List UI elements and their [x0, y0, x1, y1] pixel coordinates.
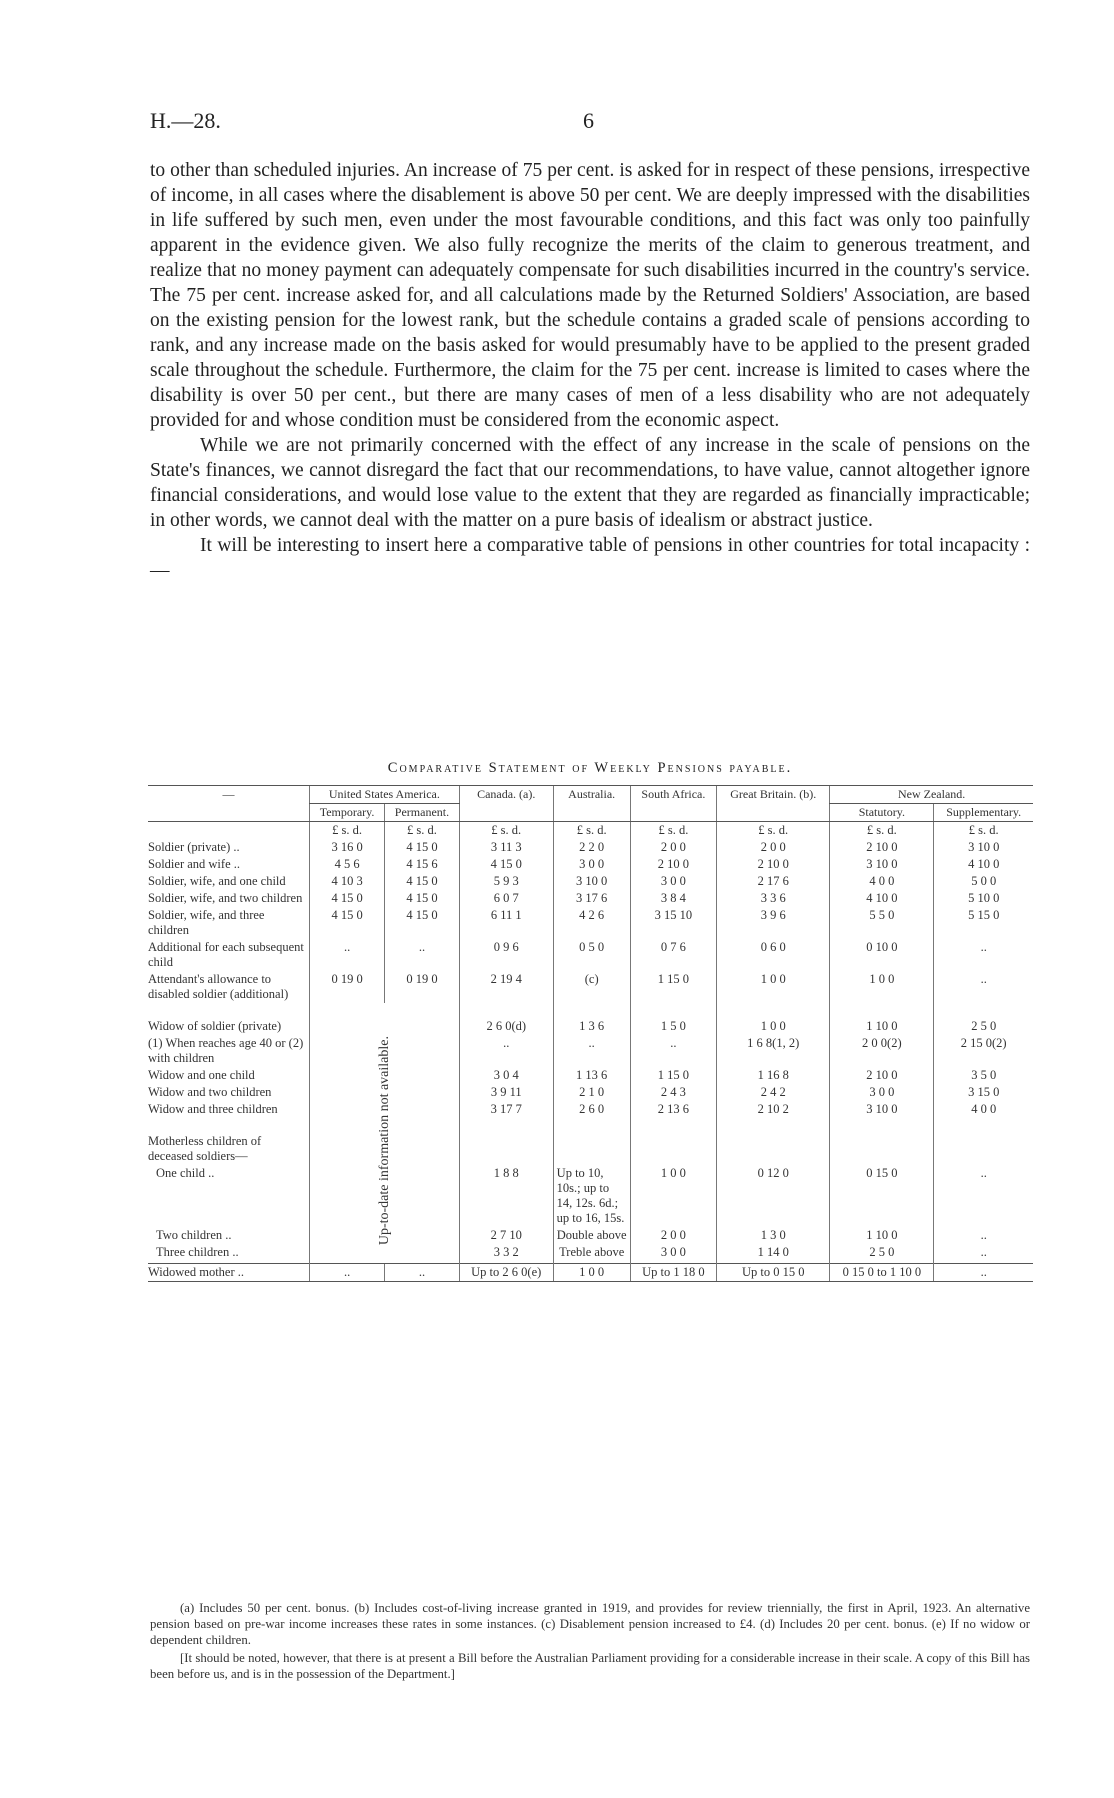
page-header — [150, 108, 964, 138]
table-cell: 0 15 0 to 1 10 0 — [830, 1264, 934, 1282]
table-cell: 3 0 4 — [459, 1067, 553, 1084]
table-cell: 2 0 0 — [717, 839, 830, 856]
table-cell: Up to 1 18 0 — [630, 1264, 716, 1282]
table-cell: 4 10 0 — [934, 856, 1033, 873]
table-cell: 1 15 0 — [630, 971, 716, 1003]
table-cell: 2 6 0 — [553, 1101, 630, 1118]
table-cell: Up to 2 6 0(e) — [459, 1264, 553, 1282]
table-cell: 2 10 0 — [830, 1067, 934, 1084]
table-cell: 2 17 6 — [717, 873, 830, 890]
page-number: 6 — [583, 108, 594, 133]
table-row — [148, 971, 1033, 1003]
table-cell: Up to 0 15 0 — [717, 1264, 830, 1282]
table-cell: 4 15 6 — [385, 856, 460, 873]
units-cell: £ s. d. — [553, 822, 630, 840]
table-cell: 3 10 0 — [553, 873, 630, 890]
table-cell: 2 0 0 — [630, 1227, 716, 1244]
table-cell: 2 15 0(2) — [934, 1035, 1033, 1067]
table-cell: .. — [934, 1227, 1033, 1244]
table-cell: 4 15 0 — [385, 839, 460, 856]
table-cell: 1 0 0 — [830, 971, 934, 1003]
table-cell: 2 6 0(d) — [459, 1003, 553, 1035]
units-cell: £ s. d. — [459, 822, 553, 840]
table-cell: 3 11 3 — [459, 839, 553, 856]
table-cell: Widowed mother .. — [148, 1264, 310, 1282]
table-cell: 2 1 0 — [553, 1084, 630, 1101]
table-cell: 0 7 6 — [630, 939, 716, 971]
table-cell: 1 3 6 — [553, 1003, 630, 1035]
table-cell: Soldier, wife, and two children — [148, 891, 303, 905]
table-cell: 1 6 8(1, 2) — [717, 1035, 830, 1067]
table-cell: 5 0 0 — [934, 873, 1033, 890]
table-cell: .. — [310, 1264, 385, 1282]
table-cell: 2 0 0(2) — [830, 1035, 934, 1067]
table-cell: .. — [934, 1244, 1033, 1261]
table-cell: 4 10 0 — [830, 890, 934, 907]
table-cell: Three children .. — [156, 1245, 239, 1259]
table-cell: .. — [310, 939, 385, 971]
table-cell: 5 10 0 — [934, 890, 1033, 907]
table-cell: 2 19 4 — [459, 971, 553, 1003]
table-cell: 2 10 2 — [717, 1101, 830, 1118]
units-cell: £ s. d. — [385, 822, 460, 840]
paragraph: It will be interesting to insert here a comparative table of pensions in other countries for total incapacity :— — [150, 535, 1030, 581]
australia-header: Australia. — [553, 786, 630, 822]
supplementary-header: Supplementary. — [934, 804, 1033, 822]
table-cell: Widow and one child — [148, 1068, 255, 1082]
table-cell: 2 5 0 — [830, 1244, 934, 1261]
table-cell: 2 2 0 — [553, 839, 630, 856]
table-cell: 2 10 0 — [830, 839, 934, 856]
table-cell: 3 3 2 — [459, 1244, 553, 1261]
unavailable-note: Up-to-date information not available. — [376, 1035, 392, 1246]
table-cell: .. — [934, 1264, 1033, 1282]
table-cell: 1 16 8 — [717, 1067, 830, 1084]
table-cell: .. — [934, 1165, 1033, 1227]
table-cell: 0 10 0 — [830, 939, 934, 971]
table-cell: 5 5 0 — [830, 907, 934, 939]
table-row — [148, 1227, 1033, 1244]
usa-header: United States America. — [310, 786, 460, 804]
table-cell: 3 17 6 — [553, 890, 630, 907]
south-africa-header: South Africa. — [630, 786, 716, 822]
table-cell: .. — [385, 1264, 460, 1282]
table-cell: 2 4 3 — [630, 1084, 716, 1101]
table-cell: Soldier and wife .. — [148, 857, 240, 871]
pensions-table — [148, 785, 1033, 1282]
table-cell: 2 7 10 — [459, 1227, 553, 1244]
units-cell: £ s. d. — [934, 822, 1033, 840]
table-row — [148, 873, 1033, 890]
table-cell: Soldier, wife, and three children — [148, 908, 265, 937]
table-row — [148, 890, 1033, 907]
document-reference: H.—28. — [150, 108, 221, 133]
paragraph: to other than scheduled injuries. An increase of 75 per cent. is asked for in respect of these pensions, irrespective of income, in all cases where the disablement is above 50 per cent. We are deeply impressed with the disabilities in life suffered by such men, even under the most favourable conditions, and this fact was only too painfully apparent in the evidence given. We also fully recognize the merits of the claim to generous treatment, and realize that no money payment can adequately compensate for such disabilities incurred in the country's service. The 75 per cent. increase asked for, and all calculations made by the Returned Soldiers' Association, are based on the existing pension for the lowest rank, but the schedule contains a graded scale of pensions according to rank, and any increase made on the basis asked for would presumably have to be applied to the present graded scale throughout the schedule. Furthermore, the claim for the 75 per cent. increase is limited to cases where the disability is over 50 per cent., but there are many cases of men of a less disability who are not adequately provided for and whose condition must be considered from the economic aspect. — [150, 160, 1030, 431]
table-cell: 3 16 0 — [310, 839, 385, 856]
table-cell: .. — [630, 1035, 716, 1067]
great-britain-header: Great Britain. (b). — [717, 786, 830, 822]
table-cell: 2 10 0 — [717, 856, 830, 873]
table-cell: Attendant's allowance to disabled soldier (additional) — [148, 972, 289, 1001]
table-cell: Soldier (private) .. — [148, 840, 240, 854]
table-cell: Treble above — [553, 1244, 630, 1261]
units-cell: £ s. d. — [310, 822, 385, 840]
table-cell: 1 3 0 — [717, 1227, 830, 1244]
footnote: (a) Includes 50 per cent. bonus. (b) Includes cost-of-living increase granted in 1919, and provides for review triennially, the first in April, 1923. An alternative pension based on pre-war income increases these rates in some instances. (c) Disablement pension increased to £4. (d) Includes 20 per cent. bonus. (e) If no widow or dependent children. — [150, 1601, 1030, 1647]
table-cell: 0 12 0 — [717, 1165, 830, 1227]
table-cell: Two children .. — [156, 1228, 232, 1242]
table-cell: Soldier, wife, and one child — [148, 874, 286, 888]
footnotes — [150, 1600, 1030, 1684]
table-row — [148, 1264, 1033, 1282]
table-cell: 6 0 7 — [459, 890, 553, 907]
table-cell: 4 2 6 — [553, 907, 630, 939]
table-row — [148, 1084, 1033, 1101]
body-text — [150, 158, 1030, 583]
table-cell: 4 0 0 — [934, 1101, 1033, 1118]
table-cell: 4 15 0 — [310, 907, 385, 939]
table-cell: 4 5 6 — [310, 856, 385, 873]
table-cell: .. — [934, 939, 1033, 971]
table-cell: 3 10 0 — [934, 839, 1033, 856]
temporary-header: Temporary. — [310, 804, 385, 822]
table-cell: 1 0 0 — [553, 1264, 630, 1282]
table-cell: 3 15 10 — [630, 907, 716, 939]
table-cell: 1 14 0 — [717, 1244, 830, 1261]
table-cell: 0 6 0 — [717, 939, 830, 971]
table-cell: 1 0 0 — [630, 1165, 716, 1227]
table-cell: 4 15 0 — [385, 873, 460, 890]
table-cell: 2 4 2 — [717, 1084, 830, 1101]
table-cell: 0 15 0 — [830, 1165, 934, 1227]
table-cell: Widow of soldier (private) — [148, 1019, 282, 1033]
table-cell: 2 5 0 — [934, 1003, 1033, 1035]
table-cell: 3 0 0 — [830, 1084, 934, 1101]
table-cell: 1 0 0 — [717, 1003, 830, 1035]
table-cell: Additional for each subsequent child — [148, 940, 304, 969]
table-row — [148, 856, 1033, 873]
table-cell: 3 15 0 — [934, 1084, 1033, 1101]
table-cell: 3 0 0 — [553, 856, 630, 873]
table-cell: One child .. — [156, 1166, 215, 1180]
units-cell: £ s. d. — [630, 822, 716, 840]
table-cell: 0 19 0 — [310, 971, 385, 1003]
table-cell: 3 0 0 — [630, 1244, 716, 1261]
table-cell: 3 5 0 — [934, 1067, 1033, 1084]
footnote: [It should be noted, however, that there is at present a Bill before the Australian Parliament providing for a considerable increase in their scale. A copy of this Bill has been before us, and is in the possession of the Department.] — [150, 1651, 1030, 1681]
permanent-header: Permanent. — [385, 804, 460, 822]
table-cell: 2 13 6 — [630, 1101, 716, 1118]
table-row — [148, 1067, 1033, 1084]
table-cell: 0 9 6 — [459, 939, 553, 971]
table-cell: 5 9 3 — [459, 873, 553, 890]
table-cell: 1 8 8 — [459, 1165, 553, 1227]
table-cell: 4 15 0 — [310, 890, 385, 907]
table-cell: 5 15 0 — [934, 907, 1033, 939]
table-cell: 4 10 3 — [310, 873, 385, 890]
table-row — [148, 1165, 1033, 1227]
statutory-header: Statutory. — [830, 804, 934, 822]
table-cell: 2 0 0 — [630, 839, 716, 856]
table-cell: Up to 10, 10s.; up to 14, 12s. 6d.; up to 16, 15s. — [553, 1165, 630, 1227]
table-cell: 3 0 0 — [630, 873, 716, 890]
blank-header: — — [148, 786, 310, 822]
units-row — [148, 822, 1033, 840]
table-cell: (1) When reaches age 40 or (2) with children — [148, 1036, 304, 1065]
table-cell: 2 10 0 — [630, 856, 716, 873]
table-cell: 0 19 0 — [385, 971, 460, 1003]
table-cell: (c) — [553, 971, 630, 1003]
table-cell: 4 0 0 — [830, 873, 934, 890]
table-cell: 4 15 0 — [459, 856, 553, 873]
table-cell: Widow and three children — [148, 1102, 278, 1116]
table-cell: 1 10 0 — [830, 1227, 934, 1244]
table-cell: .. — [459, 1035, 553, 1067]
new-zealand-header: New Zealand. — [830, 786, 1033, 804]
table-cell: 3 10 0 — [830, 1101, 934, 1118]
table-row — [148, 1035, 1033, 1067]
table-row — [148, 1101, 1033, 1118]
table-row — [148, 907, 1033, 939]
table-row — [148, 1003, 1033, 1035]
table-cell: 1 0 0 — [717, 971, 830, 1003]
table-cell: Widow and two children — [148, 1085, 272, 1099]
table-cell: 1 13 6 — [553, 1067, 630, 1084]
table-cell: 0 5 0 — [553, 939, 630, 971]
paragraph: While we are not primarily concerned with the effect of any increase in the scale of pensions on the State's finances, we cannot disregard the fact that our recommendations, to have value, cannot altogether ignore financial considerations, and would lose value to the extent that they are regarded as financially impracticable; in other words, we cannot deal with the matter on a pure basis of idealism or abstract justice. — [150, 435, 1030, 531]
table-cell: .. — [553, 1035, 630, 1067]
table-cell: 6 11 1 — [459, 907, 553, 939]
table-caption: Comparative Statement of Weekly Pensions payable. — [387, 760, 793, 776]
table-cell: .. — [934, 971, 1033, 1003]
table-row — [148, 1118, 1033, 1165]
table-cell: 3 9 6 — [717, 907, 830, 939]
table-cell: 1 10 0 — [830, 1003, 934, 1035]
table-cell: 4 15 0 — [385, 907, 460, 939]
table-row — [148, 1244, 1033, 1261]
table-cell: Double above — [553, 1227, 630, 1244]
units-cell: £ s. d. — [717, 822, 830, 840]
table-row — [148, 839, 1033, 856]
table-cell: 3 8 4 — [630, 890, 716, 907]
table-cell: 3 17 7 — [459, 1101, 553, 1118]
table-cell: 3 9 11 — [459, 1084, 553, 1101]
table-cell: 3 10 0 — [830, 856, 934, 873]
table-cell: 1 5 0 — [630, 1003, 716, 1035]
table-cell: .. — [385, 939, 460, 971]
table-row — [148, 939, 1033, 971]
table-cell: 4 15 0 — [385, 890, 460, 907]
canada-header: Canada. (a). — [459, 786, 553, 822]
units-cell: £ s. d. — [830, 822, 934, 840]
table-cell: 3 3 6 — [717, 890, 830, 907]
motherless-heading: Motherless children of deceased soldiers— — [148, 1134, 262, 1163]
table-cell: 1 15 0 — [630, 1067, 716, 1084]
